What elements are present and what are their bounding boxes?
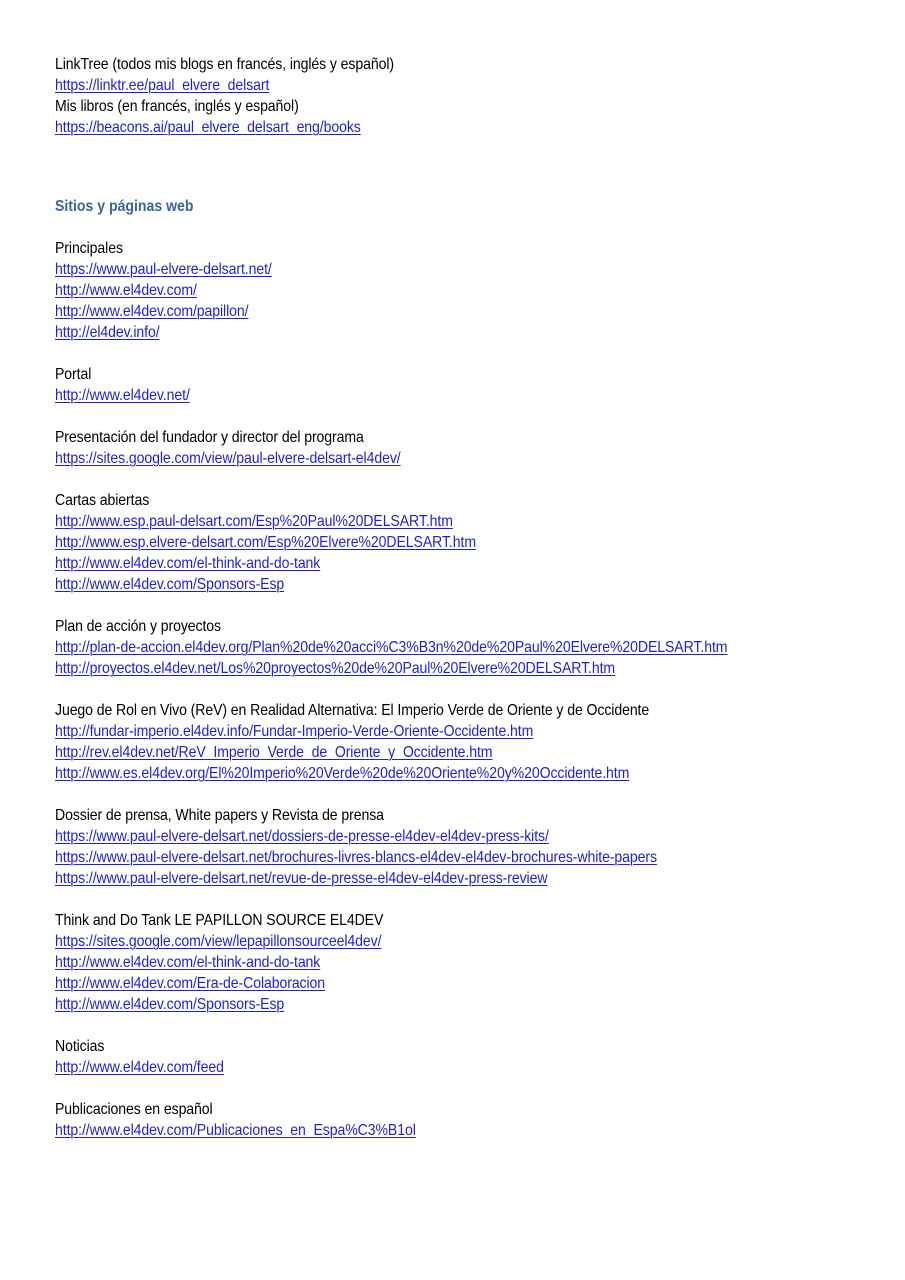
link[interactable]: http://fundar-imperio.el4dev.info/Fundar-Imperio-Verde-Oriente-Occidente.htm (55, 723, 534, 740)
section-cartas-abiertas (55, 490, 785, 595)
section-noticias (55, 1036, 785, 1078)
link[interactable]: https://www.paul-elvere-delsart.net/revue-de-presse-el4dev-el4dev-press-review (55, 870, 548, 887)
link[interactable]: http://www.el4dev.com/Era-de-Colaboracion (55, 975, 326, 992)
linktree-link[interactable]: https://linktr.ee/paul_elvere_delsart (55, 77, 270, 94)
books-link[interactable]: https://beacons.ai/paul_elvere_delsart_eng/books (55, 119, 361, 136)
link[interactable]: https://www.paul-elvere-delsart.net/ (55, 261, 272, 278)
spacer (55, 138, 785, 196)
section-title: Juego de Rol en Vivo (ReV) en Realidad Alternativa: El Imperio Verde de Oriente y de Occidente (55, 702, 650, 719)
link[interactable]: http://www.esp.paul-delsart.com/Esp%20Paul%20DELSART.htm (55, 513, 453, 530)
section-dossier-de-prensa (55, 805, 785, 889)
section-think-and-do-tank (55, 910, 785, 1015)
link[interactable]: http://plan-de-accion.el4dev.org/Plan%20de%20acci%C3%B3n%20de%20Paul%20Elvere%20DELSART.htm (55, 639, 728, 656)
link[interactable]: http://www.el4dev.com/ (55, 282, 197, 299)
section-title: Noticias (55, 1038, 105, 1055)
link[interactable]: http://www.el4dev.com/Publicaciones_en_Espa%C3%B1ol (55, 1122, 416, 1139)
link[interactable]: http://www.el4dev.com/papillon/ (55, 303, 249, 320)
section-title: Publicaciones en español (55, 1101, 213, 1118)
section-title: Principales (55, 240, 123, 257)
section-juego-de-rol (55, 700, 785, 784)
link[interactable]: http://www.el4dev.net/ (55, 387, 190, 404)
section-title: Cartas abiertas (55, 492, 150, 509)
link[interactable]: http://proyectos.el4dev.net/Los%20proyectos%20de%20Paul%20Elvere%20DELSART.htm (55, 660, 616, 677)
link[interactable]: https://www.paul-elvere-delsart.net/dossiers-de-presse-el4dev-el4dev-press-kits/ (55, 828, 549, 845)
link[interactable]: http://rev.el4dev.net/ReV_Imperio_Verde_de_Oriente_y_Occidente.htm (55, 744, 493, 761)
link[interactable]: http://www.el4dev.com/el-think-and-do-tank (55, 954, 321, 971)
section-principales (55, 238, 785, 343)
link[interactable]: http://www.el4dev.com/el-think-and-do-tank (55, 555, 321, 572)
link[interactable]: http://www.esp.elvere-delsart.com/Esp%20Elvere%20DELSART.htm (55, 534, 476, 551)
link[interactable]: http://www.el4dev.com/Sponsors-Esp (55, 576, 285, 593)
link[interactable]: http://www.el4dev.com/Sponsors-Esp (55, 996, 285, 1013)
section-plan-de-accion (55, 616, 785, 679)
link[interactable]: https://sites.google.com/view/paul-elvere-delsart-el4dev/ (55, 450, 401, 467)
books-label: Mis libros (en francés, inglés y español) (55, 98, 299, 115)
section-title: Portal (55, 366, 92, 383)
section-publicaciones (55, 1099, 785, 1141)
section-title: Think and Do Tank LE PAPILLON SOURCE EL4DEV (55, 912, 384, 929)
linktree-label: LinkTree (todos mis blogs en francés, inglés y español) (55, 56, 394, 73)
intro-block (55, 54, 785, 138)
section-heading: Sitios y páginas web (55, 198, 194, 215)
link[interactable]: https://www.paul-elvere-delsart.net/brochures-livres-blancs-el4dev-el4dev-brochures-white-papers (55, 849, 657, 866)
section-title: Dossier de prensa, White papers y Revista de prensa (55, 807, 384, 824)
section-portal (55, 364, 785, 406)
link[interactable]: https://sites.google.com/view/lepapillonsourceel4dev/ (55, 933, 382, 950)
link[interactable]: http://www.es.el4dev.org/El%20Imperio%20Verde%20de%20Oriente%20y%20Occidente.htm (55, 765, 630, 782)
link[interactable]: http://www.el4dev.com/feed (55, 1059, 224, 1076)
document-page (55, 54, 785, 1162)
section-presentacion (55, 427, 785, 469)
link[interactable]: http://el4dev.info/ (55, 324, 160, 341)
section-title: Presentación del fundador y director del programa (55, 429, 364, 446)
section-title: Plan de acción y proyectos (55, 618, 221, 635)
